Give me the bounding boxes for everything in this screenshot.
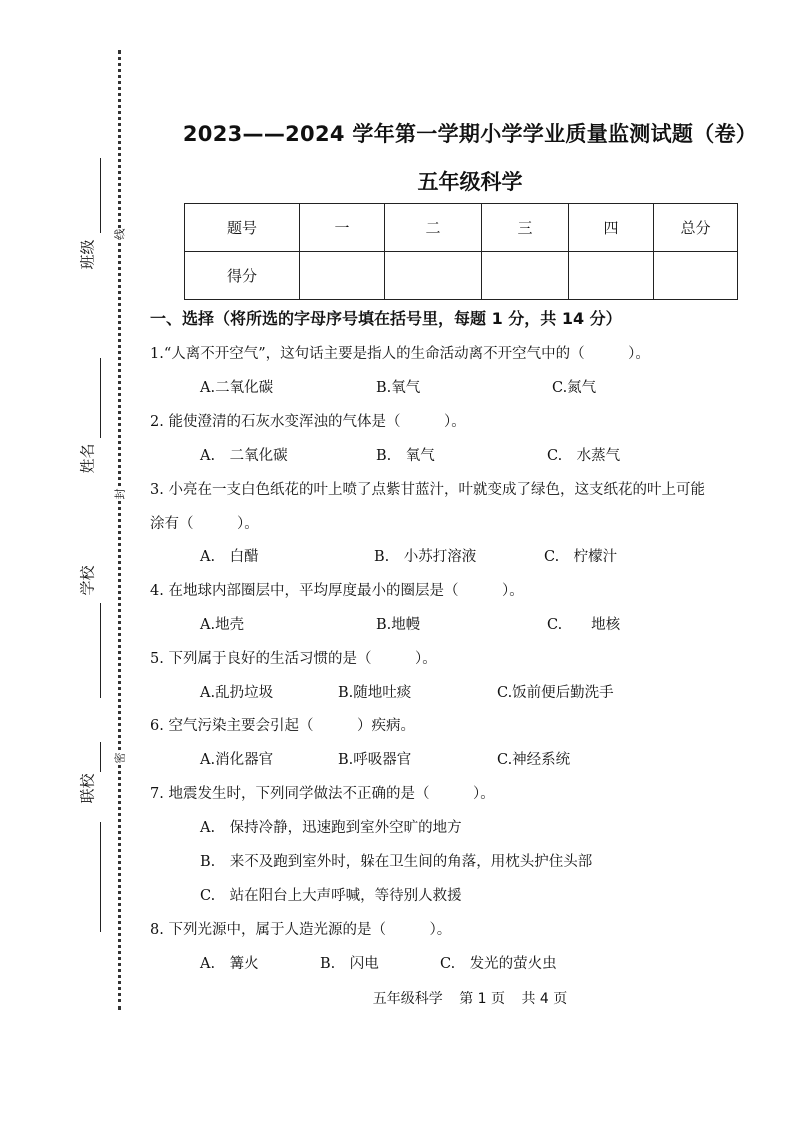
q5-option-a[interactable]: A.乱扔垃圾 bbox=[200, 685, 274, 701]
cut-mark-secret: 密 bbox=[113, 752, 127, 764]
score-table-header-row bbox=[185, 204, 738, 252]
binding-dotted-line bbox=[118, 50, 121, 1010]
cut-mark-line: 线 bbox=[113, 228, 127, 240]
score-row-label: 得分 bbox=[185, 252, 300, 300]
q5-option-c[interactable]: C.饭前便后勤洗手 bbox=[497, 685, 614, 701]
score-input-3[interactable] bbox=[482, 252, 569, 300]
class-fill-line bbox=[100, 158, 101, 233]
q2-option-a[interactable]: A. 二氧化碳 bbox=[200, 448, 288, 464]
q7-option-c[interactable]: C. 站在阳台上大声呼喊，等待别人救援 bbox=[200, 888, 462, 904]
union-label: 联校 bbox=[78, 773, 97, 804]
q4-option-c[interactable]: C. 地核 bbox=[547, 617, 621, 633]
question-2: 2. 能使澄清的石灰水变浑浊的气体是（ ）。 bbox=[150, 414, 466, 430]
name-label: 姓名 bbox=[78, 443, 97, 474]
union-fill-line bbox=[100, 822, 101, 932]
q1-option-a[interactable]: A.二氧化碳 bbox=[200, 380, 274, 396]
q6-option-b[interactable]: B.呼吸器官 bbox=[338, 752, 412, 768]
footer-total-pages: 共 4 页 bbox=[521, 991, 568, 1007]
page-footer bbox=[150, 988, 790, 1008]
section-heading: 一、选择（将所选的字母序号填在括号里，每题 1 分，共 14 分） bbox=[150, 309, 622, 328]
q8-option-a[interactable]: A. 篝火 bbox=[200, 956, 259, 972]
question-3: 3. 小亮在一支白色纸花的叶上喷了点紫甘蓝汁，叶就变成了绿色，这支纸花的叶上可能 bbox=[150, 482, 705, 498]
school-label: 学校 bbox=[78, 565, 97, 596]
q1-option-b[interactable]: B.氧气 bbox=[376, 380, 421, 396]
q7-option-b[interactable]: B. 来不及跑到室外时，躲在卫生间的角落，用枕头护住头部 bbox=[200, 854, 593, 870]
cut-mark-seal: 封 bbox=[113, 488, 127, 500]
exam-title: 2023——2024 学年第一学期小学学业质量监测试题（卷） bbox=[182, 122, 758, 146]
q2-option-c[interactable]: C. 水蒸气 bbox=[547, 448, 621, 464]
footer-page-number: 第 1 页 bbox=[459, 991, 505, 1007]
score-input-4[interactable] bbox=[569, 252, 654, 300]
q6-option-c[interactable]: C.神经系统 bbox=[497, 752, 571, 768]
score-cell-2: 二 bbox=[385, 204, 482, 252]
exam-subtitle: 五年级科学 bbox=[417, 170, 523, 194]
question-6: 6. 空气污染主要会引起（ ）疾病。 bbox=[150, 718, 415, 734]
question-4: 4. 在地球内部圈层中，平均厚度最小的圈层是（ ）。 bbox=[150, 583, 524, 599]
q1-option-c[interactable]: C.氮气 bbox=[552, 380, 597, 396]
score-cell-1: 一 bbox=[300, 204, 385, 252]
question-1: 1.“人离不开空气”，这句话主要是指人的生命活动离不开空气中的（ ）。 bbox=[150, 346, 650, 362]
q5-option-b[interactable]: B.随地吐痰 bbox=[338, 685, 412, 701]
q3-option-a[interactable]: A. 白醋 bbox=[200, 549, 259, 565]
score-cell-total: 总分 bbox=[654, 204, 738, 252]
score-cell-3: 三 bbox=[482, 204, 569, 252]
score-cell-label: 题号 bbox=[185, 204, 300, 252]
q4-option-b[interactable]: B.地幔 bbox=[376, 617, 421, 633]
q4-option-a[interactable]: A.地壳 bbox=[200, 617, 245, 633]
q2-option-b[interactable]: B. 氧气 bbox=[376, 448, 435, 464]
name-fill-line bbox=[100, 358, 101, 438]
q6-option-a[interactable]: A.消化器官 bbox=[200, 752, 274, 768]
score-input-2[interactable] bbox=[385, 252, 482, 300]
score-table bbox=[184, 203, 738, 300]
question-5: 5. 下列属于良好的生活习惯的是（ ）。 bbox=[150, 651, 437, 667]
school-fill-line bbox=[100, 603, 101, 698]
question-3-cont: 涂有（ ）。 bbox=[150, 516, 259, 532]
score-cell-4: 四 bbox=[569, 204, 654, 252]
q3-option-c[interactable]: C. 柠檬汁 bbox=[544, 549, 618, 565]
score-input-1[interactable] bbox=[300, 252, 385, 300]
q8-option-c[interactable]: C. 发光的萤火虫 bbox=[440, 956, 557, 972]
question-8: 8. 下列光源中，属于人造光源的是（ ）。 bbox=[150, 922, 452, 938]
score-input-total[interactable] bbox=[654, 252, 738, 300]
q8-option-b[interactable]: B. 闪电 bbox=[320, 956, 379, 972]
class-label: 班级 bbox=[78, 239, 97, 270]
question-7: 7. 地震发生时，下列同学做法不正确的是（ ）。 bbox=[150, 786, 495, 802]
score-table-score-row bbox=[185, 252, 738, 300]
union-fill-line-top bbox=[100, 742, 101, 772]
q3-option-b[interactable]: B. 小苏打溶液 bbox=[374, 549, 477, 565]
q7-option-a[interactable]: A. 保持冷静，迅速跑到室外空旷的地方 bbox=[200, 820, 462, 836]
footer-subject: 五年级科学 bbox=[372, 991, 443, 1007]
